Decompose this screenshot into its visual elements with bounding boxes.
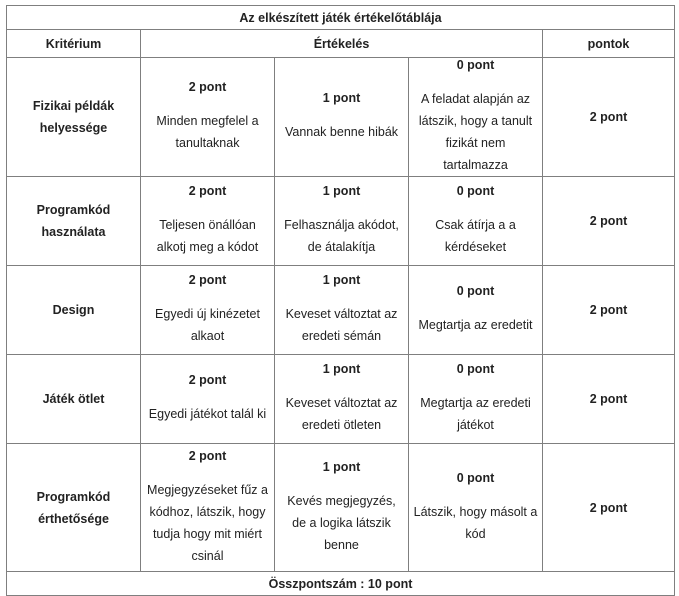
level-text: Felhasználja akódot, de átalakítja <box>284 218 399 254</box>
criterion-cell: Fizikai példák helyessége <box>7 58 141 177</box>
total-score: Összpontszám : 10 pont <box>7 572 675 596</box>
score-cell: 2 pont <box>543 266 675 355</box>
level-cell <box>141 58 275 177</box>
level-cell <box>409 177 543 266</box>
level-cell <box>409 444 543 572</box>
level-cell <box>275 444 409 572</box>
score-cell: 2 pont <box>543 355 675 444</box>
level-points: 1 pont <box>322 91 361 105</box>
level-points: 0 pont <box>456 58 495 72</box>
table-row <box>7 58 675 177</box>
score-cell: 2 pont <box>543 58 675 177</box>
level-points: 0 pont <box>456 470 495 485</box>
level-points: 1 pont <box>322 273 361 287</box>
level-text: Megjegyzéseket fűz a kódhoz, látszik, hogy tudja hogy mit miért csinál <box>147 482 268 563</box>
level-cell <box>275 58 409 177</box>
level-text: Egyedi játékot talál ki <box>148 407 267 421</box>
criterion-cell: Programkód érthetősége <box>7 444 141 572</box>
level-text: Megtartja az eredeti játékot <box>420 396 531 432</box>
table-row <box>7 177 675 266</box>
score-cell: 2 pont <box>543 177 675 266</box>
level-cell <box>141 355 275 444</box>
level-points: 2 pont <box>188 448 227 463</box>
level-text: Látszik, hogy másolt a kód <box>413 504 538 541</box>
level-text: Egyedi új kinézetet alkaot <box>155 307 260 343</box>
level-cell <box>275 355 409 444</box>
level-points: 1 pont <box>322 459 361 474</box>
criterion-cell: Programkód használata <box>7 177 141 266</box>
table-row <box>7 266 675 355</box>
level-cell <box>409 58 543 177</box>
level-text: Vannak benne hibák <box>284 125 399 139</box>
header-evaluation: Értékelés <box>141 30 543 58</box>
level-cell <box>141 177 275 266</box>
level-points: 2 pont <box>188 373 227 387</box>
level-points: 0 pont <box>456 284 495 298</box>
level-text: Minden megfelel a tanultaknak <box>156 114 259 150</box>
level-text: Teljesen önállóan alkotj meg a kódot <box>156 218 259 254</box>
level-points: 2 pont <box>188 80 227 94</box>
criterion-cell: Design <box>7 266 141 355</box>
table-title: Az elkészített játék értékelőtáblája <box>7 6 675 30</box>
level-cell <box>275 266 409 355</box>
level-cell <box>275 177 409 266</box>
table-row <box>7 444 675 572</box>
level-text: A feladat alapján az látszik, hogy a tanult fizikát nem tartalmazza <box>418 92 533 172</box>
criterion-cell: Játék ötlet <box>7 355 141 444</box>
level-cell <box>409 355 543 444</box>
score-cell: 2 pont <box>543 444 675 572</box>
evaluation-table <box>6 5 675 596</box>
table-row <box>7 355 675 444</box>
level-points: 0 pont <box>456 184 495 198</box>
table-header-row <box>7 30 675 58</box>
level-points: 1 pont <box>322 184 361 198</box>
table-title-row <box>7 6 675 30</box>
level-cell <box>141 266 275 355</box>
level-points: 2 pont <box>188 273 227 287</box>
level-text: Megtartja az eredetit <box>418 318 533 332</box>
level-cell <box>141 444 275 572</box>
level-text: Csak átírja a a kérdéseket <box>435 218 516 254</box>
header-points: pontok <box>543 30 675 58</box>
level-points: 2 pont <box>188 184 227 198</box>
header-criterion: Kritérium <box>7 30 141 58</box>
level-cell <box>409 266 543 355</box>
level-text: Kevés megjegyzés, de a logika látszik benne <box>287 493 396 552</box>
level-points: 1 pont <box>322 362 361 376</box>
level-text: Keveset változtat az eredeti sémán <box>285 307 398 343</box>
level-points: 0 pont <box>456 362 495 376</box>
level-text: Keveset változtat az eredeti ötleten <box>285 396 398 432</box>
table-footer-row <box>7 572 675 596</box>
